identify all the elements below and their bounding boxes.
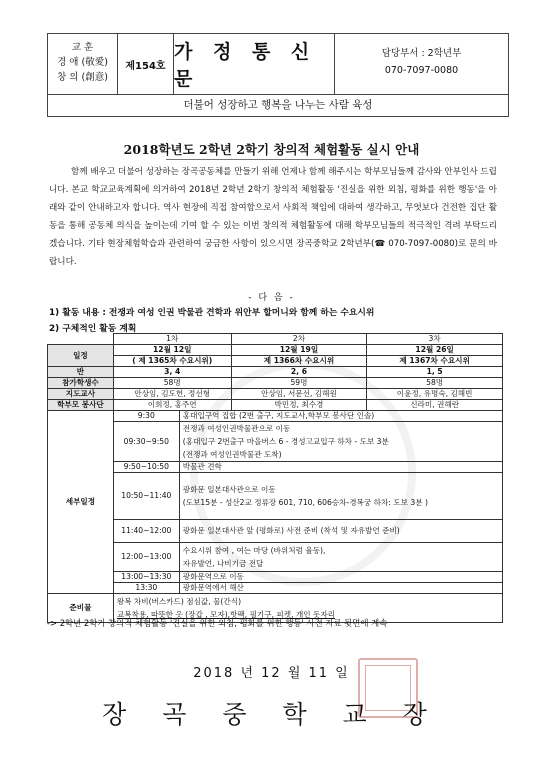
class-cell: 1, 5 — [367, 367, 503, 378]
row-label-detail: 세부일정 — [48, 411, 114, 594]
title-underline — [166, 159, 380, 160]
row-label-teacher: 지도교사 — [48, 389, 114, 400]
parent-cell: 신라미, 권해란 — [367, 400, 503, 411]
date-cell: 12월 26일 — [367, 345, 503, 356]
newsletter-title: 가 정 통 신 문 — [174, 34, 335, 94]
table-row — [48, 462, 503, 473]
table-row — [48, 334, 503, 345]
document-title: 2018학년도 2학년 2학기 창의적 체험활동 실시 안내 — [123, 142, 420, 157]
detail-text: 수요시위 참여 , 여는 마당 (바위처럼 율동), 자유발언, 나비기금 전달 — [179, 543, 502, 572]
class-cell: 3, 4 — [113, 367, 231, 378]
intro-paragraph — [49, 163, 497, 271]
detail-time: 9:30 — [113, 411, 179, 422]
count-cell: 58명 — [113, 378, 231, 389]
count-cell: 59명 — [231, 378, 367, 389]
department-phone: 070-7097-0080 — [384, 65, 459, 76]
school-principal-signature: 장 곡 중 학 교 장 — [102, 700, 441, 729]
table-row — [48, 411, 503, 422]
detail-time: 11:40~12:00 — [113, 520, 179, 543]
table-row — [48, 473, 503, 520]
detail-text: 박물관 견학 — [179, 462, 502, 473]
detail-time: 09:30~9:50 — [113, 422, 179, 462]
activity-content-heading: 1) 활동 내용 : 전쟁과 여성 인권 박물관 견학과 위안부 할머니와 함께 하는 수요시위 — [49, 308, 375, 318]
school-motto — [48, 34, 118, 94]
class-cell: 2, 6 — [231, 367, 367, 378]
col-head-2: 2차 — [231, 334, 367, 345]
intro-text: 함께 배우고 더불어 성장하는 장곡공동체를 만들기 위해 언제나 함께 해주시는 학부모님들께 감사와 안부인사 드립니다. 본교 학교교육계획에 의거하여 2018년 2학년 2학기 창의적 체험활동 '진실을 위한 외침, 평화를 위한 행동'을 아래와 같이 안내하고자 합니다. 역사 현장에 직접 참여함으로서 사회적 책임에 대하여 생각하고, 무엇보다 건전한 집단 활동을 통해 공동체 의식을 높이는데 기여 할 수 있는 이번 창의적 체험활동에 대해 학부모님들의 적극적인 격려 부탁드리겠습니다. 기타 현장체험학습과 관련하여 궁금한 사항이 있으시면 장곡중학교 2학년부(☎ 070-7097-0080)로 문의 바랍니다. — [49, 167, 497, 267]
detail-time: 9:50~10:50 — [113, 462, 179, 473]
parent-cell: 박민정, 최수경 — [231, 400, 367, 411]
date-cell: 12월 12일 — [113, 345, 231, 356]
detail-time: 12:00~13:00 — [113, 543, 179, 572]
detail-text: 광화문역으로 이동 — [179, 572, 502, 583]
date-cell: 12월 19일 — [231, 345, 367, 356]
motto-label: 교 훈 — [71, 42, 94, 53]
table-row — [48, 367, 503, 378]
school-slogan: 더불어 성장하고 행복을 나누는 사람 육성 — [183, 99, 373, 111]
table-row — [48, 520, 503, 543]
col-head-3: 3차 — [367, 334, 503, 345]
detail-time: 13:00~13:30 — [113, 572, 179, 583]
activity-plan-heading: 2) 구체적인 활동 계획 — [49, 324, 137, 334]
teacher-cell: 이윤정, 유명숙, 김해빈 — [367, 389, 503, 400]
newsletter-header — [47, 33, 509, 117]
table-row — [48, 572, 503, 583]
row-label-parent: 학부모 봉사단 — [48, 400, 114, 411]
prep-line-2: 교복착용, 따뜻한 옷 (장갑 , 모자),핫팩, 필기구, 피켓, 개인 돗자리 — [116, 610, 336, 619]
continuation-note: -> 2학년 2학기 창의적 체험활동 '진실을 위한 외침, 평화를 위한 행동' 사전 자료 뒷면에 계속 — [47, 618, 388, 628]
rally-cell: 제 1366차 수요시위 — [231, 356, 367, 367]
col-head-1: 1차 — [113, 334, 231, 345]
row-label-date: 일정 — [48, 345, 114, 367]
detail-text: 전쟁과 여성인권박물관으로 이동 (홍대입구 2번출구 마을버스 6 - 경성고교입구 하차 - 도보 3분 (전쟁과 여성인권박물관 도착) — [179, 422, 502, 462]
issue-number: 제154호 — [118, 34, 174, 94]
detail-time: 10:50~11:40 — [113, 473, 179, 520]
sign-date: 2018 년 12 월 11 일 — [193, 666, 350, 681]
row-label-class: 반 — [48, 367, 114, 378]
detail-text: 홍대입구역 집합 (2번 출구, 지도교사,학부모 봉사단 인솔) — [179, 411, 502, 422]
detail-text: 광화문역에서 해산 — [179, 583, 502, 594]
department-name: 담당부서 : 2학년부 — [381, 48, 462, 59]
table-row — [48, 378, 503, 389]
prep-line-1: 왕복 차비(버스카드) 점심값, 물(간식) — [116, 597, 242, 606]
teacher-cell: 안상임, 서문선, 김해원 — [231, 389, 367, 400]
schedule-table — [47, 333, 503, 623]
table-row — [48, 356, 503, 367]
rally-cell: 제 1367차 수요시위 — [367, 356, 503, 367]
row-label-prep: 준비물 — [48, 594, 114, 623]
teacher-cell: 안상임, 김도헌, 정선형 — [113, 389, 231, 400]
rally-cell: ( 제 1365차 수요시위) — [113, 356, 231, 367]
department-info — [335, 34, 508, 94]
parent-cell: 이희정, 홍주연 — [113, 400, 231, 411]
table-row — [48, 543, 503, 572]
table-row — [48, 422, 503, 462]
table-row — [48, 400, 503, 411]
detail-text: 광화문 일본대사관 앞 (평화로) 사전 준비 (착석 및 자유발언 준비) — [179, 520, 502, 543]
section-divider-label: - 다 음 - — [248, 293, 295, 303]
detail-text: 광화문 일본대사관으로 이동 (도보15분 - 성산2교 정류장 601, 710, 606승차-경복궁 하차: 도보 3분 ) — [179, 473, 502, 520]
count-cell: 58명 — [367, 378, 503, 389]
motto-line-1: 경 애 (敬愛) — [57, 57, 108, 68]
detail-time: 13:30 — [113, 583, 179, 594]
table-row — [48, 583, 503, 594]
table-row — [48, 345, 503, 356]
motto-line-2: 창 의 (創意) — [57, 72, 108, 83]
table-row — [48, 389, 503, 400]
row-label-count: 참가학생수 — [48, 378, 114, 389]
